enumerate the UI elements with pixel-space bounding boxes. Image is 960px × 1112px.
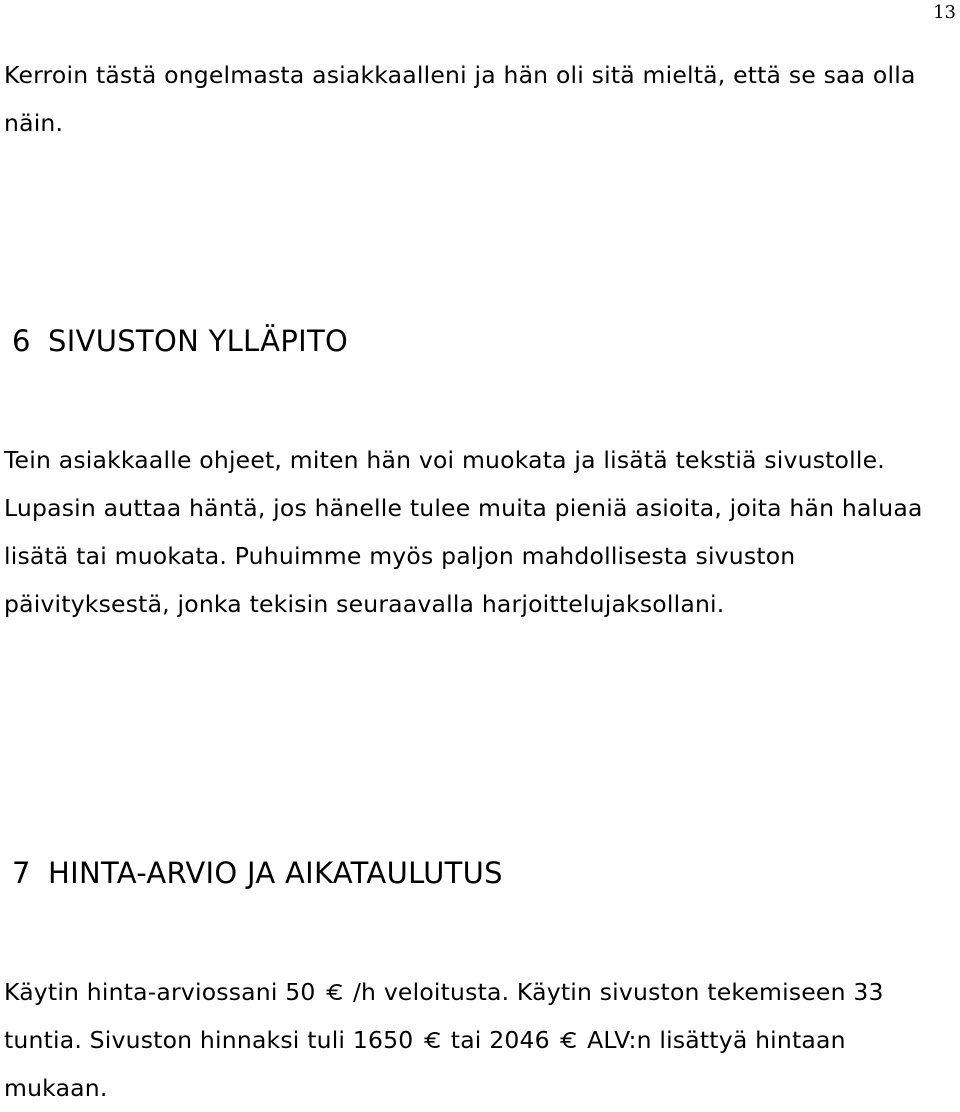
text-segment: ALV:n lisättyä hintaan mukaan. [4, 1026, 846, 1102]
euro-icon [325, 983, 343, 1001]
section-7-title: HINTA-ARVIO JA AIKATAULUTUS [48, 856, 503, 890]
section-6-title: SIVUSTON YLLÄPITO [48, 324, 349, 358]
text-segment: /h veloitusta. Käytin sivuston tekemiseen 33 tuntia. Sivuston hinnaksi tuli 1650 [4, 978, 884, 1054]
section-7-heading [12, 853, 503, 893]
euro-icon [559, 1031, 577, 1049]
section-7-number: 7 [12, 856, 31, 890]
section-6-number: 6 [12, 324, 31, 358]
section-6-paragraph: Tein asiakkaalle ohjeet, miten hän voi muokata ja lisätä tekstiä sivustolle. Lupasin auttaa häntä, jos hänelle tulee muita pieniä asioita, joita hän haluaa lisätä tai muokata. Puhuimme myös paljon mahdollisesta sivuston päivityksestä, jonka tekisin seuraavalla harjoittelujaksollani. [4, 446, 923, 618]
euro-icon [423, 1031, 441, 1049]
page-number: 13 [933, 2, 956, 23]
intro-paragraph: Kerroin tästä ongelmasta asiakkaalleni ja hän oli sitä mieltä, että se saa olla näin. [4, 61, 916, 137]
section-6-heading [12, 321, 348, 361]
text-segment: tai 2046 [450, 1026, 550, 1054]
section-7-paragraph [4, 968, 956, 1112]
text-segment: Käytin hinta-arviossani 50 [4, 978, 316, 1006]
